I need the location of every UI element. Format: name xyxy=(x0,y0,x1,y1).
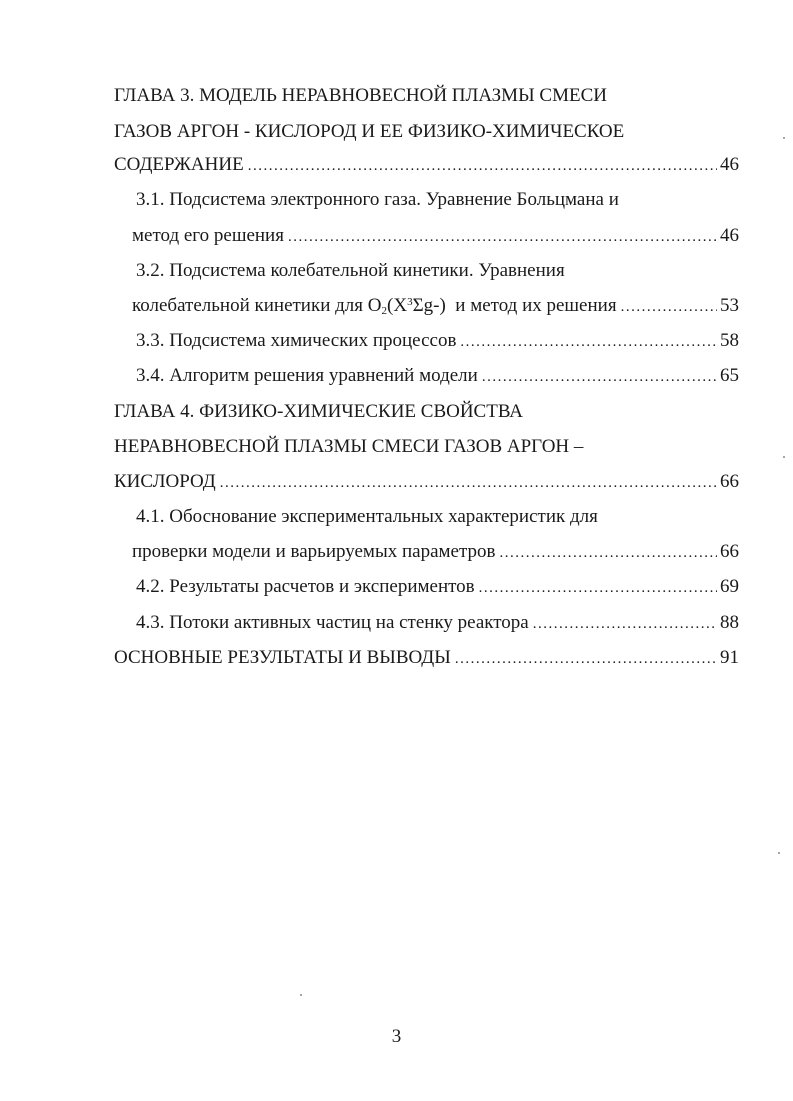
toc-chapter3-entry[interactable] xyxy=(114,153,739,177)
toc-page-number: 66 xyxy=(720,471,739,492)
formula-suffix: и метод их решения xyxy=(445,295,617,316)
toc-page-number: 66 xyxy=(720,541,739,562)
toc-section-4-2-title: 4.2. Результаты расчетов и экспериментов xyxy=(136,576,475,597)
formula-superscript: 3 xyxy=(407,296,413,308)
toc-section-4-3-title: 4.3. Потоки активных частиц на стенку реактора xyxy=(136,612,529,633)
scan-speck xyxy=(783,456,785,458)
toc-section-4-2-entry[interactable] xyxy=(136,575,739,599)
toc-chapter3-title-line2: ГАЗОВ АРГОН - КИСЛОРОД И ЕЕ ФИЗИКО-ХИМИЧЕСКОЕ xyxy=(114,121,625,142)
dot-leader xyxy=(621,295,717,319)
toc-section-3-2-entry[interactable] xyxy=(132,294,739,318)
toc-section-4-1-line2: проверки модели и варьируемых параметров xyxy=(132,541,496,562)
toc-section-3-2-line2 xyxy=(132,294,617,318)
dot-leader xyxy=(479,576,717,600)
toc-chapter4-title-line3: КИСЛОРОД xyxy=(114,471,216,492)
toc-chapter4-title-line2: НЕРАВНОВЕСНОЙ ПЛАЗМЫ СМЕСИ ГАЗОВ АРГОН – xyxy=(114,436,584,457)
toc-section-3-2-line1: 3.2. Подсистема колебательной кинетики. Уравнения xyxy=(136,260,565,281)
toc-section-3-3-entry[interactable] xyxy=(136,329,739,353)
formula-prefix: колебательной кинетики для O xyxy=(132,295,382,316)
toc-section-4-1-entry[interactable] xyxy=(132,540,739,564)
toc-section-3-4-title: 3.4. Алгоритм решения уравнений модели xyxy=(136,365,478,386)
dot-leader xyxy=(455,647,717,671)
toc-chapter4-entry[interactable] xyxy=(114,470,739,494)
scan-speck xyxy=(778,852,780,854)
toc-page-number: 46 xyxy=(720,154,739,175)
toc-chapter3-title-line1: ГЛАВА 3. МОДЕЛЬ НЕРАВНОВЕСНОЙ ПЛАЗМЫ СМЕСИ xyxy=(114,85,607,106)
dot-leader xyxy=(499,541,717,565)
toc-conclusions-title: ОСНОВНЫЕ РЕЗУЛЬТАТЫ И ВЫВОДЫ xyxy=(114,647,451,668)
toc-page-number: 58 xyxy=(720,330,739,351)
toc-section-3-1-line2: метод его решения xyxy=(132,225,284,246)
formula-paren: (X xyxy=(387,295,408,316)
toc-section-3-3-title: 3.3. Подсистема химических процессов xyxy=(136,330,457,351)
formula-sigma: Σg-) xyxy=(412,295,446,316)
toc-section-3-1-line1: 3.1. Подсистема электронного газа. Уравнение Больцмана и xyxy=(136,189,619,210)
toc-section-4-3-entry[interactable] xyxy=(136,611,739,635)
toc-page-number: 46 xyxy=(720,225,739,246)
toc-page-number: 53 xyxy=(720,295,739,316)
toc-page-number: 88 xyxy=(720,612,739,633)
scan-speck xyxy=(783,137,785,139)
dot-leader xyxy=(460,330,717,354)
page-number: 3 xyxy=(391,1026,402,1047)
toc-page-number: 69 xyxy=(720,576,739,597)
dot-leader xyxy=(220,471,717,495)
toc-chapter3-title-line3: СОДЕРЖАНИЕ xyxy=(114,154,244,175)
toc-page-number: 65 xyxy=(720,365,739,386)
formula-subscript: 2 xyxy=(381,305,387,317)
scan-speck xyxy=(300,994,302,996)
dot-leader xyxy=(533,612,717,636)
toc-page-number: 91 xyxy=(720,647,739,668)
toc-section-3-1-entry[interactable] xyxy=(132,224,739,248)
toc-chapter4-title-line1: ГЛАВА 4. ФИЗИКО-ХИМИЧЕСКИЕ СВОЙСТВА xyxy=(114,401,524,422)
dot-leader xyxy=(248,154,717,178)
dot-leader xyxy=(288,225,717,249)
toc-section-3-4-entry[interactable] xyxy=(136,364,739,388)
toc-conclusions-entry[interactable] xyxy=(114,646,739,670)
dot-leader xyxy=(482,365,717,389)
toc-section-4-1-line1: 4.1. Обоснование экспериментальных характеристик для xyxy=(136,506,598,527)
